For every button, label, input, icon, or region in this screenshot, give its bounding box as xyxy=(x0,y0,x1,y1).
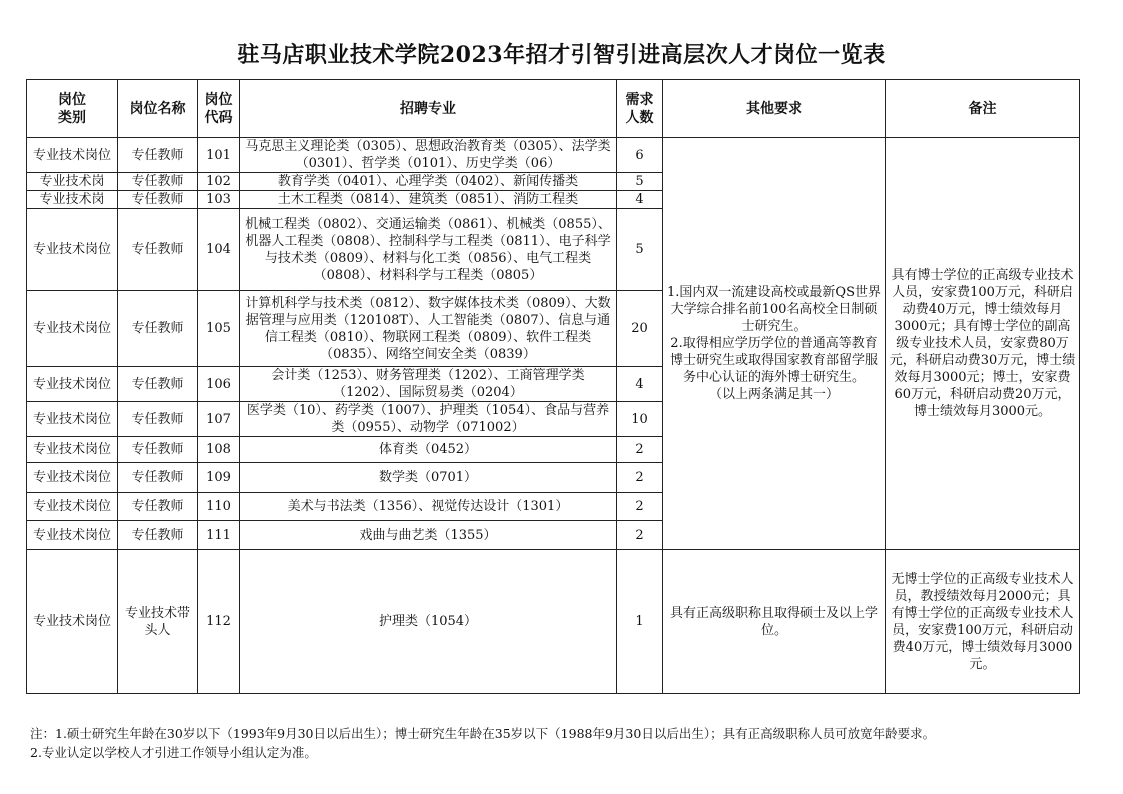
row-name: 专任教师 xyxy=(118,209,198,291)
row-name: 专任教师 xyxy=(118,437,198,463)
row-major: 美术与书法类（1356）、视觉传达设计（1301） xyxy=(240,493,617,521)
row-major: 戏曲与曲艺类（1355） xyxy=(240,521,617,550)
row-code: 103 xyxy=(198,191,240,209)
footnote xyxy=(30,724,935,762)
row-major: 体育类（0452） xyxy=(240,437,617,463)
other-requirements-teacher xyxy=(663,138,886,550)
row-count: 1 xyxy=(617,550,663,694)
row-code: 102 xyxy=(198,173,240,191)
req-line-1: 1.国内双一流建设高校或最新QS世界大学综合排名前100名高校全日制硕士研究生。 xyxy=(667,285,881,334)
header-major: 招聘专业 xyxy=(240,80,617,138)
row-count: 5 xyxy=(617,209,663,291)
row-category: 专业技术岗位 xyxy=(27,437,118,463)
row-category: 专业技术岗位 xyxy=(27,209,118,291)
row-code: 110 xyxy=(198,493,240,521)
row-major: 机械工程类（0802）、交通运输类（0861）、机械类（0855）、机器人工程类（0808）、控制科学与工程类（0811）、电子科学与技术类（0809）、材料与化工类（0856）、电气工程类（0808）、材料科学与工程类（0805） xyxy=(240,209,617,291)
table-row xyxy=(27,550,1080,694)
row-code: 104 xyxy=(198,209,240,291)
row-code: 111 xyxy=(198,521,240,550)
row-major: 数学类（0701） xyxy=(240,463,617,493)
row-major: 计算机科学与技术类（0812）、数字媒体技术类（0809）、大数据管理与应用类（120108T）、人工智能类（0807）、信息与通信工程类（0810）、物联网工程类（0809）、软件工程类（0835）、网络空间安全类（0839） xyxy=(240,291,617,367)
note-teacher: 具有博士学位的正高级专业技术人员，安家费100万元，科研启动费40万元，博士绩效每月3000元；具有博士学位的副高级专业技术人员，安家费80万元，科研启动费30万元，博士绩效每月3000元；博士，安家费60万元，科研启动费20万元，博士绩效每月3000元。 xyxy=(886,138,1080,550)
row-count: 6 xyxy=(617,138,663,173)
other-requirements-leader: 具有正高级职称且取得硕士及以上学位。 xyxy=(663,550,886,694)
req-line-2: 2.取得相应学历学位的普通高等教育博士研究生或取得国家教育部留学服务中心认证的海外博士研究生。 xyxy=(669,336,878,385)
row-major: 护理类（1054） xyxy=(240,550,617,694)
header-other: 其他要求 xyxy=(663,80,886,138)
row-major: 教育学类（0401）、心理学类（0402）、新闻传播类 xyxy=(240,173,617,191)
row-category: 专业技术岗位 xyxy=(27,550,118,694)
row-code: 105 xyxy=(198,291,240,367)
row-name: 专任教师 xyxy=(118,367,198,402)
row-category: 专业技术岗位 xyxy=(27,521,118,550)
row-code: 108 xyxy=(198,437,240,463)
row-count: 2 xyxy=(617,493,663,521)
row-category: 专业技术岗位 xyxy=(27,291,118,367)
row-category: 专业技术岗位 xyxy=(27,367,118,402)
header-code: 岗位 代码 xyxy=(198,80,240,138)
row-code: 112 xyxy=(198,550,240,694)
row-count: 4 xyxy=(617,367,663,402)
row-name: 专任教师 xyxy=(118,173,198,191)
row-count: 10 xyxy=(617,402,663,437)
row-code: 101 xyxy=(198,138,240,173)
row-major: 会计类（1253）、财务管理类（1202）、工商管理学类（1202）、国际贸易类（0204） xyxy=(240,367,617,402)
row-count: 2 xyxy=(617,437,663,463)
row-category: 专业技术岗位 xyxy=(27,138,118,173)
row-code: 107 xyxy=(198,402,240,437)
row-category: 专业技术岗位 xyxy=(27,402,118,437)
table-row xyxy=(27,138,1080,173)
footnote-line-1: 注：1.硕士研究生年龄在30岁以下（1993年9月30日以后出生）；博士研究生年龄在35岁以下（1988年9月30日以后出生）；具有正高级职称人员可放宽年龄要求。 xyxy=(30,726,936,741)
row-count: 4 xyxy=(617,191,663,209)
row-name: 专任教师 xyxy=(118,402,198,437)
page-title: 驻马店职业技术学院2023年招才引智引进高层次人才岗位一览表 xyxy=(237,42,886,68)
row-name: 专任教师 xyxy=(118,138,198,173)
row-name: 专业技术带头人 xyxy=(118,550,198,694)
row-major: 马克思主义理论类（0305）、思想政治教育类（0305）、法学类（0301）、哲学类（0101）、历史学类（06） xyxy=(240,138,617,173)
header-count: 需求 人数 xyxy=(617,80,663,138)
row-name: 专任教师 xyxy=(118,493,198,521)
row-name: 专任教师 xyxy=(118,291,198,367)
row-code: 109 xyxy=(198,463,240,493)
positions-table xyxy=(26,79,1080,694)
row-name: 专任教师 xyxy=(118,521,198,550)
req-line-3: （以上两条满足其一） xyxy=(708,387,839,402)
row-count: 20 xyxy=(617,291,663,367)
row-category: 专业技术岗位 xyxy=(27,463,118,493)
note-leader: 无博士学位的正高级专业技术人员，教授绩效每月2000元；具有博士学位的正高级专业技术人员，安家费100万元，科研启动费40万元，博士绩效每月3000元。 xyxy=(886,550,1080,694)
row-major: 土木工程类（0814）、建筑类（0851）、消防工程类 xyxy=(240,191,617,209)
header-category: 岗位 类别 xyxy=(27,80,118,138)
row-name: 专任教师 xyxy=(118,191,198,209)
row-code: 106 xyxy=(198,367,240,402)
row-major: 医学类（10）、药学类（1007）、护理类（1054）、食品与营养类（0955）、动物学（071002） xyxy=(240,402,617,437)
footnote-line-2: 2.专业认定以学校人才引进工作领导小组认定为准。 xyxy=(30,745,317,760)
header-name: 岗位名称 xyxy=(118,80,198,138)
row-count: 5 xyxy=(617,173,663,191)
row-category: 专业技术岗 xyxy=(27,173,118,191)
row-name: 专任教师 xyxy=(118,463,198,493)
header-row xyxy=(27,80,1080,138)
header-note: 备注 xyxy=(886,80,1080,138)
row-category: 专业技术岗位 xyxy=(27,493,118,521)
row-count: 2 xyxy=(617,463,663,493)
row-count: 2 xyxy=(617,521,663,550)
row-category: 专业技术岗 xyxy=(27,191,118,209)
